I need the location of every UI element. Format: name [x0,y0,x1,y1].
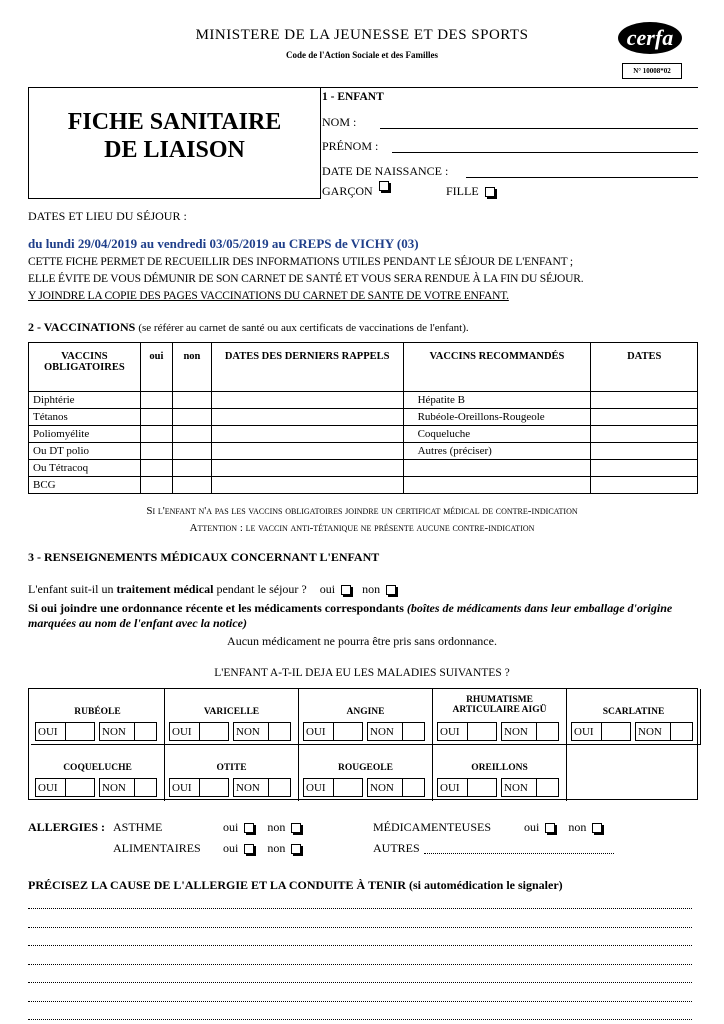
section-enfant: 1 - ENFANT [322,91,384,103]
th-dates2: DATES [591,343,698,392]
maladie-oui-box[interactable]: OUI [169,722,229,741]
precisez-line[interactable] [28,1000,692,1002]
alim-oui-label: oui [223,841,239,855]
precisez-line[interactable] [28,981,692,983]
code-subtitle: Code de l'Action Sociale et des Familles [286,50,438,60]
sejour-value: du lundi 29/04/2019 au vendredi 03/05/2019 au CREPS de VICHY (03) [28,236,419,251]
garcon-checkbox[interactable] [379,181,389,191]
medicamenteuses-label: MÉDICAMENTEUSES [373,820,492,834]
medicamenteuses-options [524,820,602,835]
traitement-non-checkbox[interactable] [386,585,396,595]
vaccin-date-cell[interactable] [211,460,403,477]
cerfa-logo: cerfa [618,22,682,54]
maladie-oui-box[interactable]: OUI [35,778,95,797]
asthme-non-checkbox[interactable] [291,823,301,833]
vaccin-warning-1: Si l'enfant n'a pas les vaccins obligatoires joindre un certificat médical de contre-indication [146,505,578,517]
asthme-oui-checkbox[interactable] [244,823,254,833]
maladie-non-box[interactable]: NON [99,778,157,797]
maladie-oui-check[interactable] [467,722,497,741]
maladie-name: ANGINE [346,707,385,717]
q1-part-a: L'enfant suit-il un [28,582,114,596]
traitement-question [28,582,396,597]
vaccin-recommande-name: Hépatite B [403,392,591,409]
maladie-oui-box[interactable]: OUI [437,778,497,797]
maladie-oui-box[interactable]: OUI [169,778,229,797]
sejour-label: DATES ET LIEU DU SÉJOUR : [28,209,187,223]
vaccin-date-cell[interactable] [211,426,403,443]
maladie-non-check[interactable] [536,778,559,797]
form-number: N° 10008*02 [622,63,682,79]
medic-non-checkbox[interactable] [592,823,602,833]
garcon-option[interactable] [322,184,389,199]
maladie-oui-box[interactable]: OUI [35,722,95,741]
maladie-non-box[interactable]: NON [99,722,157,741]
maladie-cell [165,689,299,745]
fille-option[interactable] [446,184,495,199]
maladie-name: OREILLONS [471,763,528,773]
vaccination-row [29,460,698,477]
vaccin-date2-cell[interactable] [591,426,698,443]
maladie-oui-check[interactable] [65,778,95,797]
maladie-non-box[interactable]: NON [233,722,291,741]
vaccin-non-cell[interactable] [173,409,212,426]
vaccin-obligatoire-name: BCG [29,477,141,494]
vaccin-date-cell[interactable] [211,392,403,409]
vaccin-non-cell[interactable] [173,392,212,409]
maladie-cell [299,745,433,801]
allergies-label: ALLERGIES : [28,820,106,834]
maladie-name: OTITE [216,763,247,773]
prenom-field[interactable] [392,152,698,153]
vaccin-oui-cell[interactable] [140,392,172,409]
nom-field[interactable] [380,128,698,129]
precisez-line[interactable] [28,944,692,946]
asthme-options [223,820,301,835]
vaccin-non-cell[interactable] [173,443,212,460]
maladie-oui-check[interactable] [333,778,363,797]
maladie-cell [31,689,165,745]
vaccinations-header-row [29,343,698,392]
alimentaires-label: ALIMENTAIRES [113,841,201,855]
medic-oui-label: oui [524,820,540,834]
maladie-non-check[interactable] [670,722,693,741]
th-recommandes: VACCINS RECOMMANDÉS [403,343,591,392]
maladie-non-check[interactable] [134,722,157,741]
section-vaccinations: 2 - VACCINATIONS [28,320,136,334]
asthme-label: ASTHME [113,820,163,834]
maladie-oui-check[interactable] [333,722,363,741]
title-line-2: DE LIAISON [104,137,245,163]
maladie-cell [567,689,701,745]
asthme-oui-label: oui [223,820,239,834]
no-medication-note: Aucun médicament ne pourra être pris sans ordonnance. [227,634,497,648]
maladie-non-check[interactable] [268,778,291,797]
maladie-non-box[interactable]: NON [635,722,693,741]
maladie-cell [31,745,165,801]
vaccin-oui-cell[interactable] [140,460,172,477]
vaccin-oui-cell[interactable] [140,426,172,443]
maladie-non-box[interactable]: NON [501,722,559,741]
vaccin-oui-cell[interactable] [140,477,172,494]
alim-non-label: non [267,841,286,855]
maladie-non-box[interactable]: NON [233,778,291,797]
alim-oui-checkbox[interactable] [244,844,254,854]
vaccin-date-cell[interactable] [211,443,403,460]
maladie-non-box[interactable]: NON [367,722,425,741]
vaccin-obligatoire-name: Ou Tétracoq [29,460,141,477]
maladie-name: SCARLATINE [602,707,665,717]
fille-label: FILLE [446,184,479,198]
maladie-non-check[interactable] [402,778,425,797]
asthme-non-label: non [267,820,286,834]
vaccin-recommande-name: Rubéole-Oreillons-Rougeole [403,409,591,426]
autres-field[interactable] [424,853,614,854]
vaccin-obligatoire-name: Poliomyélite [29,426,141,443]
title-line-1: FICHE SANITAIRE [67,109,282,135]
ordonnance-instruction [28,601,688,631]
vaccin-oui-cell[interactable] [140,443,172,460]
intro-line-1: CETTE FICHE PERMET DE RECUEILLIR DES INFORMATIONS UTILES PENDANT LE SÉJOUR DE L'ENFANT ; [28,256,573,268]
maladie-oui-box[interactable]: OUI [303,778,363,797]
maladie-oui-box[interactable]: OUI [437,722,497,741]
vaccin-date2-cell[interactable] [591,460,698,477]
th-dates: DATES DES DERNIERS RAPPELS [211,343,403,392]
fille-checkbox[interactable] [485,187,495,197]
th-non: non [173,343,212,392]
vaccination-row [29,477,698,494]
maladie-non-check[interactable] [134,778,157,797]
vaccin-date2-cell[interactable] [591,477,698,494]
vaccin-non-cell[interactable] [173,460,212,477]
vaccination-row [29,392,698,409]
date-naissance-label: DATE DE NAISSANCE : [322,164,449,178]
maladie-cell [299,689,433,745]
alim-non-checkbox[interactable] [291,844,301,854]
precisez-line[interactable] [28,963,692,965]
maladie-cell [165,745,299,801]
vaccin-obligatoire-name: Ou DT polio [29,443,141,460]
maladies-grid [28,688,698,800]
maladie-non-check[interactable] [402,722,425,741]
maladie-oui-check[interactable] [467,778,497,797]
th-oui: oui [140,343,172,392]
prenom-label: PRÉNOM : [322,139,379,153]
maladie-non-box[interactable]: NON [501,778,559,797]
maladie-cell [433,745,567,801]
maladie-name: ROUGEOLE [338,763,393,773]
q1-part-b: traitement médical [116,582,214,596]
section-medical: 3 - RENSEIGNEMENTS MÉDICAUX CONCERNANT L'ENFANT [28,550,380,564]
vaccin-recommande-name [403,460,591,477]
vaccin-date2-cell[interactable] [591,392,698,409]
maladie-oui-check[interactable] [601,722,631,741]
maladie-oui-check[interactable] [199,778,229,797]
maladie-oui-box[interactable]: OUI [303,722,363,741]
maladie-non-box[interactable]: NON [367,778,425,797]
vaccinations-heading [28,320,469,335]
maladie-oui-box[interactable]: OUI [571,722,631,741]
precisez-line[interactable] [28,1018,692,1020]
vaccin-warning-2: Attention : le vaccin anti-tétanique ne présente aucune contre-indication [189,522,535,534]
th-obligatoires: VACCINS OBLIGATOIRES [29,343,141,392]
vaccination-row [29,443,698,460]
traitement-non-label: non [362,582,381,596]
maladie-non-check[interactable] [536,722,559,741]
traitement-oui-checkbox[interactable] [341,585,351,595]
intro-line-3: Y JOINDRE LA COPIE DES PAGES VACCINATIONS DU CARNET DE SANTE DE VOTRE ENFANT. [28,290,509,302]
vaccin-oui-cell[interactable] [140,409,172,426]
vaccin-obligatoire-name: Diphtérie [29,392,141,409]
vaccination-row [29,409,698,426]
ministry-title: MINISTERE DE LA JEUNESSE ET DES SPORTS [195,27,529,43]
garcon-label: GARÇON [322,184,373,198]
medic-oui-checkbox[interactable] [545,823,555,833]
vaccin-recommande-name: Autres (préciser) [403,443,591,460]
vaccin-date-cell[interactable] [211,477,403,494]
q2-note: (boîtes de médicaments dans leur emballage d'origine marquées au nom de l'enfant avec la notice) [28,601,673,630]
traitement-oui-label: oui [319,582,336,596]
precisez-line[interactable] [28,907,692,909]
intro-line-2: ELLE ÉVITE DE VOUS DÉMUNIR DE SON CARNET DE SANTÉ ET VOUS SERA RENDUE À LA FIN DU SÉJOUR. [28,273,584,285]
q1-part-c: pendant le séjour ? [216,582,307,596]
precisez-heading: PRÉCISEZ LA CAUSE DE L'ALLERGIE ET LA CONDUITE À TENIR (si automédication le signaler) [28,878,563,892]
vaccin-obligatoire-name: Tétanos [29,409,141,426]
nom-label: NOM : [322,115,357,129]
vaccin-non-cell[interactable] [173,426,212,443]
maladie-cell [433,689,567,745]
vaccin-date2-cell[interactable] [591,443,698,460]
maladie-oui-check[interactable] [199,722,229,741]
vaccinations-table [28,342,698,494]
maladie-name: RHUMATISME ARTICULAIRE AIGÜ [452,695,547,715]
precisez-line[interactable] [28,926,692,928]
vaccin-date2-cell[interactable] [591,409,698,426]
vaccin-recommande-name: Coqueluche [403,426,591,443]
maladie-name: RUBÉOLE [74,707,121,717]
date-naissance-field[interactable] [466,177,698,178]
vaccination-row [29,426,698,443]
vaccinations-note: (se référer au carnet de santé ou aux certificats de vaccinations de l'enfant). [138,322,469,334]
vaccin-recommande-name [403,477,591,494]
maladie-non-check[interactable] [268,722,291,741]
q2-text: Si oui joindre une ordonnance récente et les médicaments correspondants [28,601,404,615]
vaccin-date-cell[interactable] [211,409,403,426]
alimentaires-options [223,841,301,856]
maladie-name: COQUELUCHE [63,763,132,773]
maladie-oui-check[interactable] [65,722,95,741]
vaccin-non-cell[interactable] [173,477,212,494]
form-title [28,108,321,164]
medic-non-label: non [568,820,587,834]
autres-label: AUTRES [373,841,420,855]
maladies-title: L'ENFANT A-T-IL DEJA EU LES MALADIES SUIVANTES ? [214,667,510,679]
maladie-name: VARICELLE [203,707,260,717]
